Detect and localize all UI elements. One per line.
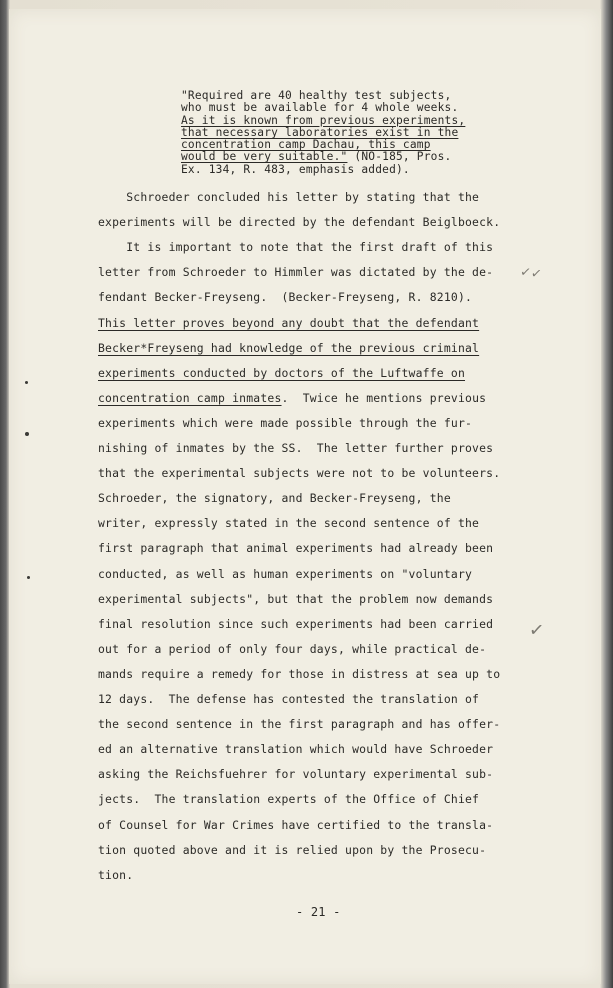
text-line — [98, 316, 479, 330]
quote-line-text: would be very suitable." — [181, 150, 348, 164]
text-line — [98, 717, 500, 731]
line-text: that the experimental subjects were not to be volunteers. — [98, 466, 501, 481]
text-line — [98, 240, 493, 254]
block-quote — [181, 90, 511, 176]
text-line — [98, 366, 465, 380]
line-text: tion. — [98, 867, 134, 882]
line-text: Schroeder, the signatory, and Becker-Freyseng, the — [98, 491, 451, 506]
text-line — [98, 692, 479, 706]
margin-dot — [25, 381, 28, 384]
quote-line-text: concentration camp Dachau, this camp — [181, 138, 431, 152]
line-text: out for a period of only four days, while practical de- — [98, 641, 487, 656]
line-text: writer, expressly stated in the second sentence of the — [98, 516, 480, 531]
line-text: conducted, as well as human experiments on "voluntary — [98, 566, 473, 581]
line-text: experiments which were made possible through the fur- — [98, 415, 473, 430]
text-line — [98, 642, 486, 656]
quote-line-text: "Required are 40 healthy test subjects, — [181, 89, 452, 102]
text-line — [98, 667, 500, 681]
text-line — [98, 391, 486, 405]
line-text: mands require a remedy for those in distress at sea up to — [98, 666, 501, 681]
line-text: the second sentence in the first paragraph and has offer- — [98, 717, 501, 732]
line-text: 12 days. The defense has contested the translation of — [98, 692, 480, 706]
line-text: final resolution since such experiments had been carried — [98, 616, 494, 631]
text-line — [98, 215, 500, 229]
line-text: fendant Becker-Freyseng. (Becker-Freyseng, R. 8210). — [98, 290, 473, 305]
text-line — [98, 290, 472, 304]
page-number: - 21 - — [296, 905, 341, 919]
line-text: It is important to note that the first draft of this — [98, 240, 494, 255]
text-line — [98, 843, 486, 857]
line-text: letter from Schroeder to Himmler was dictated by the de- — [98, 265, 494, 280]
line-text: tion quoted above and it is relied upon by the Prosecu- — [98, 842, 487, 857]
text-line — [98, 742, 493, 756]
line-text: of Counsel for War Crimes have certified to the transla- — [98, 817, 494, 832]
underlined-text: This letter proves beyond any doubt that the defendant — [98, 315, 480, 330]
text-line — [98, 868, 133, 882]
text-line — [98, 265, 493, 279]
underlined-text: concentration camp inmates — [98, 390, 282, 405]
underlined-text: experiments conducted by doctors of the Luftwaffe on — [98, 365, 466, 380]
line-text: . Twice he mentions previous — [281, 390, 487, 405]
underlined-text: Becker*Freyseng had knowledge of the previous criminal — [98, 340, 480, 355]
line-text: ed an alternative translation which would have Schroeder — [98, 742, 494, 757]
text-line — [98, 617, 493, 631]
margin-dot — [25, 432, 29, 436]
text-line — [98, 466, 500, 480]
double-checkmark-icon: ✓✓ — [519, 264, 543, 283]
text-line — [98, 567, 472, 581]
text-line — [98, 491, 451, 505]
quote-line — [181, 164, 511, 176]
checkmark-icon: ✓ — [527, 619, 546, 642]
quote-line-text: Ex. 134, R. 483, emphasis added). — [181, 162, 410, 176]
quote-line-text: As it is known from previous experiments, — [181, 113, 466, 127]
text-line — [98, 190, 479, 204]
text-line — [98, 516, 479, 530]
line-text: jects. The translation experts of the Office of Chief — [98, 792, 480, 807]
quote-line-text: who must be available for 4 whole weeks. — [181, 101, 459, 115]
text-line — [98, 792, 479, 806]
text-line — [98, 767, 493, 781]
text-line — [98, 416, 472, 430]
text-line — [98, 341, 479, 355]
line-text: first paragraph that animal experiments had already been — [98, 541, 494, 556]
line-text: experiments will be directed by the defendant Beiglboeck. — [98, 215, 501, 230]
line-text: asking the Reichsfuehrer for voluntary experimental sub- — [98, 767, 494, 782]
margin-dot — [27, 576, 30, 579]
line-text: experimental subjects", but that the problem now demands — [98, 591, 494, 606]
line-text: Schroeder concluded his letter by stating that the — [98, 190, 480, 204]
text-line — [98, 441, 493, 455]
quote-line-citation: (NO-185, Pros. — [347, 150, 452, 164]
quote-line-text: that necessary laboratories exist in the — [181, 125, 459, 139]
line-text: nishing of inmates by the SS. The letter further proves — [98, 441, 494, 455]
text-line — [98, 541, 493, 555]
text-line — [98, 818, 493, 832]
text-line — [98, 592, 493, 606]
